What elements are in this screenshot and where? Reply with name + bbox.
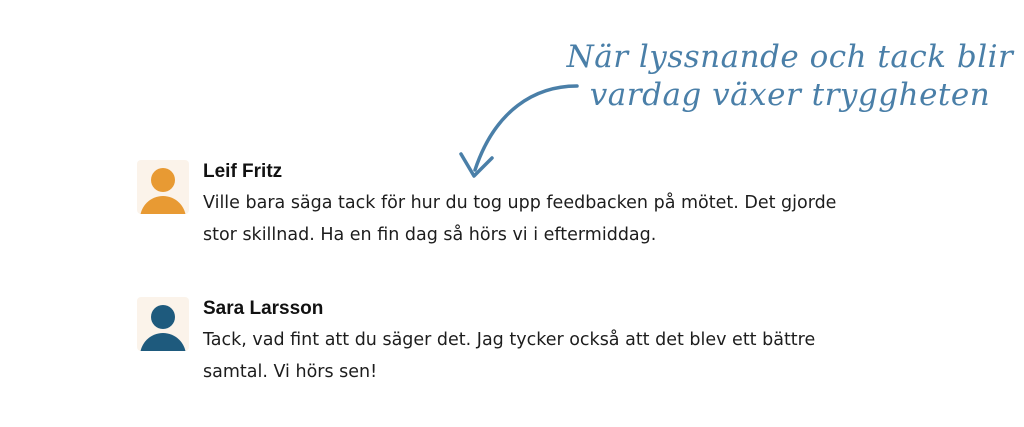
sender-name: Leif Fritz <box>203 161 283 182</box>
person-icon-body <box>140 196 186 214</box>
person-icon-body <box>140 333 186 351</box>
avatar <box>137 160 189 214</box>
message-text-line: Ville bara säga tack för hur du tog upp feedbacken på mötet. Det gjorde <box>203 193 837 213</box>
annotation-line-2: vardag växer tryggheten <box>589 77 991 113</box>
avatar <box>137 297 189 351</box>
annotation-callout <box>560 38 1020 114</box>
message-text <box>203 324 963 388</box>
message-text-line: Tack, vad fint att du säger det. Jag tycker också att det blev ett bättre <box>203 330 816 350</box>
message-content <box>203 158 963 251</box>
message-text-line: samtal. Vi hörs sen! <box>203 362 378 382</box>
person-icon-head <box>151 168 175 192</box>
message-text-line: stor skillnad. Ha en fin dag så hörs vi i eftermiddag. <box>203 225 657 245</box>
sender-name: Sara Larsson <box>203 298 324 319</box>
annotation-line-1: När lyssnande och tack blir <box>566 39 1014 75</box>
message-text <box>203 187 963 251</box>
person-icon-head <box>151 305 175 329</box>
message-content <box>203 295 963 388</box>
